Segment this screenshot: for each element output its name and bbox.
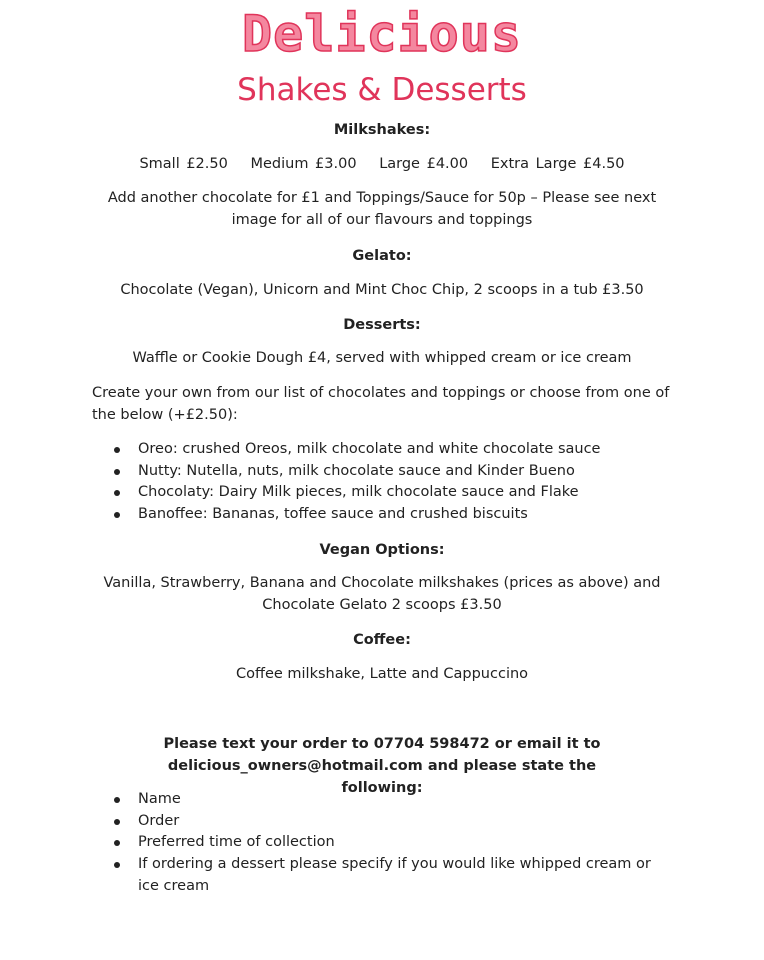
list-item: Banoffee: Bananas, toffee sauce and crushed biscuits (112, 504, 698, 526)
vegan-text: Vanilla, Strawberry, Banana and Chocolate milkshakes (prices as above) and Chocolate Gelato 2 scoops £3.50 (103, 575, 661, 613)
vegan-heading: Vegan Options: (319, 542, 445, 558)
coffee-heading: Coffee: (353, 632, 411, 648)
dessert-options-list (112, 439, 698, 526)
list-item: Oreo: crushed Oreos, milk chocolate and white chocolate sauce (112, 439, 698, 461)
order-details-list (112, 789, 698, 898)
desserts-text: Waffle or Cookie Dough £4, served with whipped cream or ice cream (132, 350, 632, 366)
list-item: Preferred time of collection (112, 832, 698, 854)
desserts-heading: Desserts: (343, 317, 421, 333)
list-item: If ordering a dessert please specify if you would like whipped cream or ice cream (112, 854, 668, 897)
desserts-intro: Create your own from our list of chocolates and toppings or choose from one of the below (+£2.50): (92, 385, 670, 423)
list-item: Nutty: Nutella, nuts, milk chocolate sauce and Kinder Bueno (112, 461, 698, 483)
gelato-text: Chocolate (Vegan), Unicorn and Mint Choc Chip, 2 scoops in a tub £3.50 (120, 282, 644, 298)
price-extra-large: Extra Large £4.50 (490, 156, 625, 172)
milkshakes-note: Add another chocolate for £1 and Toppings/Sauce for 50p – Please see next image for all of our flavours and toppings (107, 190, 657, 228)
logo-subtitle: Shakes & Desserts (237, 72, 527, 108)
list-item: Order (112, 811, 698, 833)
price-large: Large £4.00 (379, 156, 469, 172)
price-medium: Medium £3.00 (250, 156, 357, 172)
order-instructions: Please text your order to 07704 598472 or email it to delicious_owners@hotmail.com and please state the following: (163, 736, 601, 796)
price-small: Small £2.50 (139, 156, 228, 172)
gelato-heading: Gelato: (352, 248, 412, 264)
list-item: Chocolaty: Dairy Milk pieces, milk chocolate sauce and Flake (112, 482, 698, 504)
list-item: Name (112, 789, 698, 811)
coffee-text: Coffee milkshake, Latte and Cappuccino (235, 666, 529, 682)
milkshakes-heading: Milkshakes: (333, 122, 431, 138)
logo-title: Delicious (242, 5, 522, 63)
milkshake-prices (60, 153, 704, 175)
